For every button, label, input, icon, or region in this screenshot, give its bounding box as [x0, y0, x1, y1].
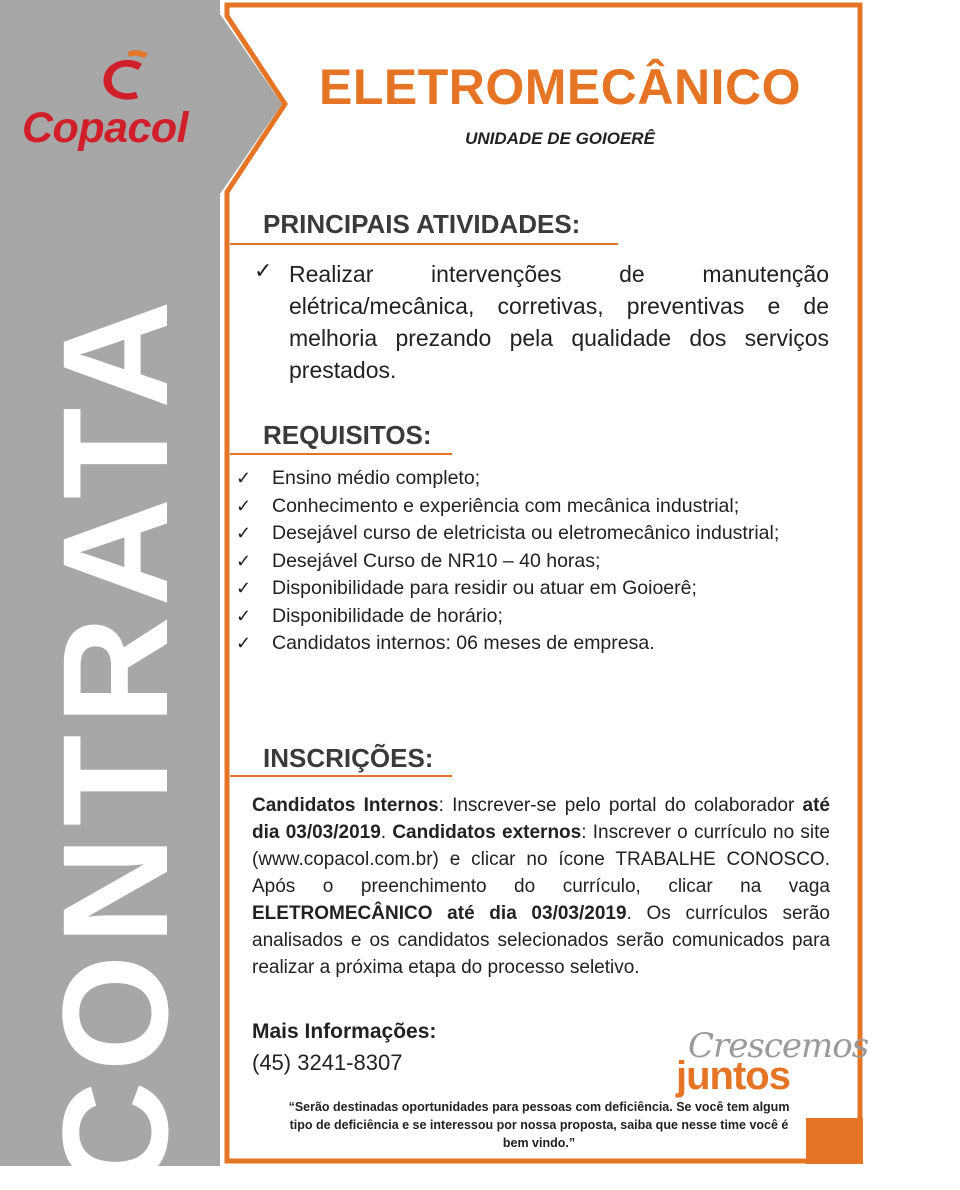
list-item: ✓ Disponibilidade de horário; — [236, 603, 836, 631]
inscricoes-underline — [230, 775, 452, 777]
job-title: ELETROMECÂNICO — [319, 59, 801, 115]
requisitos-underline — [230, 453, 452, 455]
check-icon: ✓ — [236, 550, 252, 571]
check-icon: ✓ — [254, 258, 273, 283]
inscricoes-text: Candidatos Internos: Inscrever-se pelo portal do colaborador até dia 03/03/2019. Candidatos externos: Inscrever o currículo no site (www.copacol.com.br) e clicar no ícone TRABALHE CONOSCO. Após o preenchimento do currículo, clicar na vaga ELETROMECÂNICO até dia 03/03/2019. Os currículos serão analisados e os candidatos selecionados serão comunicados para realizar a próxima etapa do processo seletivo. — [252, 795, 830, 978]
check-icon: ✓ — [236, 578, 252, 598]
check-icon: ✓ — [236, 605, 252, 626]
atividade-item: Realizar intervenções de manutenção elétrica/mecânica, corretivas, preventivas e de melhoria prezando pela qualidade dos serviços prestados. — [289, 261, 829, 383]
inscricoes-heading: INSCRIÇÕES: — [263, 743, 434, 773]
check-icon: ✓ — [236, 495, 252, 516]
job-unit: UNIDADE DE GOIOERÊ — [465, 129, 655, 148]
atividades-underline — [230, 243, 618, 245]
list-item: ✓ Ensino médio completo; — [236, 465, 836, 493]
list-item: ✓ Candidatos internos: 06 meses de empresa. — [236, 630, 836, 658]
phone-number: (45) 3241-8307 — [252, 1050, 403, 1075]
check-icon: ✓ — [236, 523, 252, 543]
slogan-crescemos: Crescemos — [688, 1026, 869, 1066]
list-item: ✓ Desejável Curso de NR10 – 40 horas; — [236, 548, 836, 576]
orange-corner-block — [806, 1118, 863, 1164]
inclusion-quote: “Serão destinadas oportunidades para pessoas com deficiência. Se você tem algum tipo de deficiência e se interessou por nossa proposta, saiba que nesse time você é bem vindo.” — [288, 1100, 790, 1150]
slogan-juntos: juntos — [676, 1054, 790, 1098]
list-item: ✓ Conhecimento e experiência com mecânica industrial; — [236, 493, 836, 521]
list-item: ✓ Desejável curso de eletricista ou eletromecânico industrial; — [236, 520, 836, 548]
mais-informacoes-label: Mais Informações: — [252, 1020, 437, 1043]
contrata-vertical-text: CONTRATA — [31, 290, 199, 1190]
copacol-logo: Copacol — [22, 104, 189, 152]
list-item: ✓ Disponibilidade para residir ou atuar em Goioerê; — [236, 575, 836, 603]
check-icon: ✓ — [236, 468, 252, 488]
check-icon: ✓ — [236, 633, 252, 653]
atividades-heading: PRINCIPAIS ATIVIDADES: — [263, 209, 581, 239]
requisitos-list — [236, 465, 836, 658]
copacol-swoosh-icon — [92, 46, 156, 108]
requisitos-heading: REQUISITOS: — [263, 420, 432, 450]
